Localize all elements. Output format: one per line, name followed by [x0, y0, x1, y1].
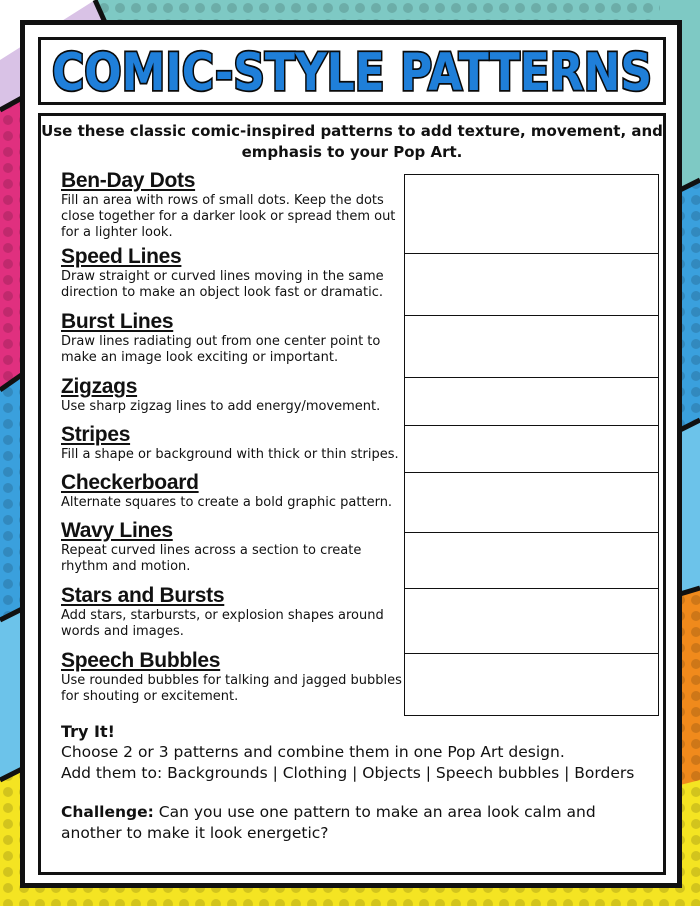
try-it-line-1: Choose 2 or 3 patterns and combine them in one Pop Art design. — [61, 743, 565, 761]
pattern-stars-and-bursts — [61, 585, 406, 640]
practice-box[interactable] — [405, 589, 658, 654]
pattern-heading: Ben-Day Dots — [61, 169, 196, 192]
pattern-heading: Burst Lines — [61, 310, 174, 333]
pattern-heading: Checkerboard — [61, 471, 199, 494]
pattern-heading: Stripes — [61, 423, 131, 446]
practice-box[interactable] — [405, 175, 658, 254]
challenge-label: Challenge: — [61, 803, 154, 821]
title-banner — [38, 37, 666, 105]
try-it-heading: Try It! — [61, 722, 115, 741]
try-it-line-2: Add them to: Backgrounds | Clothing | Objects | Speech bubbles | Borders — [61, 764, 635, 782]
pattern-checkerboard — [61, 472, 406, 511]
pattern-speed-lines — [61, 246, 406, 301]
pattern-heading: Speech Bubbles — [61, 649, 221, 672]
practice-box[interactable] — [405, 533, 658, 589]
pattern-description: Add stars, starbursts, or explosion shapes around words and images. — [61, 608, 384, 639]
pattern-stripes — [61, 424, 406, 463]
pattern-description: Fill an area with rows of small dots. Keep the dots close together for a darker look or spread them out for a lighter look. — [61, 193, 396, 240]
page-title: COMIC-STYLE PATTERNS — [52, 43, 652, 103]
pattern-heading: Wavy Lines — [61, 519, 173, 542]
practice-box[interactable] — [405, 426, 658, 473]
practice-box[interactable] — [405, 316, 658, 378]
pattern-speech-bubbles — [61, 650, 406, 705]
practice-box[interactable] — [405, 473, 658, 533]
challenge-text — [61, 802, 651, 844]
pattern-description: Draw straight or curved lines moving in the same direction to make an object look fast or dramatic. — [61, 269, 384, 300]
pattern-heading: Zigzags — [61, 375, 138, 398]
pattern-description: Draw lines radiating out from one center point to make an image look exciting or important. — [61, 334, 381, 365]
content-panel — [38, 113, 666, 875]
pattern-description: Use rounded bubbles for talking and jagged bubbles for shouting or excitement. — [61, 673, 402, 704]
pattern-heading: Stars and Bursts — [61, 584, 225, 607]
pattern-description: Repeat curved lines across a section to create rhythm and motion. — [61, 543, 362, 574]
pattern-description: Use sharp zigzag lines to add energy/movement. — [61, 399, 381, 414]
pattern-wavy-lines — [61, 520, 406, 575]
practice-box[interactable] — [405, 378, 658, 426]
practice-box[interactable] — [405, 654, 658, 716]
pattern-description: Fill a shape or background with thick or thin stripes. — [61, 447, 399, 462]
try-it-section — [61, 721, 651, 844]
pattern-ben-day-dots — [61, 170, 406, 241]
pattern-heading: Speed Lines — [61, 245, 182, 268]
pattern-description: Alternate squares to create a bold graphic pattern. — [61, 495, 393, 510]
pattern-zigzags — [61, 376, 406, 415]
intro-text: Use these classic comic-inspired patterns to add texture, movement, and emphasis to your Pop Art. — [41, 122, 663, 161]
practice-box-column — [404, 174, 659, 716]
pattern-burst-lines — [61, 311, 406, 366]
title-graphic — [41, 40, 663, 102]
challenge-question: Can you use one pattern to make an area look calm and another to make it look energetic? — [61, 803, 596, 842]
practice-box[interactable] — [405, 254, 658, 316]
